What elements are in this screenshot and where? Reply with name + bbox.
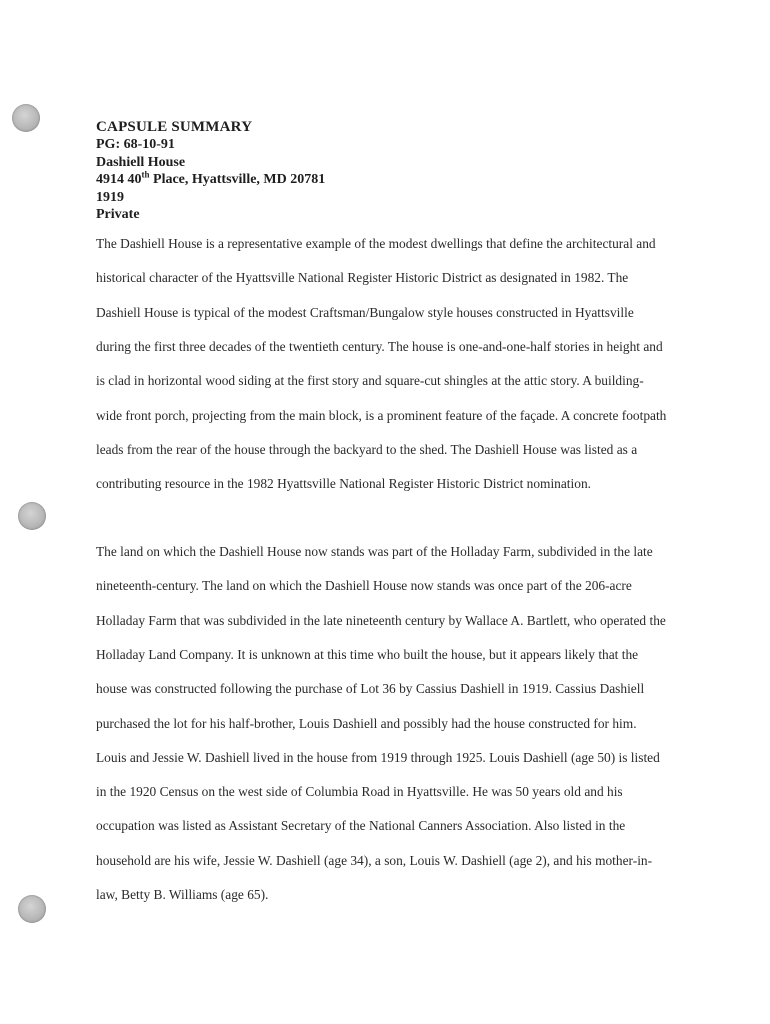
punch-hole-bottom — [18, 895, 46, 923]
punch-hole-middle — [18, 502, 46, 530]
address-prefix: 4914 40 — [96, 172, 142, 188]
house-name: Dashiell House — [96, 154, 186, 170]
paragraph-line: The land on which the Dashiell House now stands was part of the Holladay Farm, subdivided in the late — [96, 544, 653, 559]
summary-header — [96, 119, 716, 223]
address — [96, 171, 716, 188]
paragraph-line: is clad in horizontal wood siding at the first story and square-cut shingles at the attic story. A building- — [96, 373, 644, 389]
paragraph-line: Louis and Jessie W. Dashiell lived in the house from 1919 through 1925. Louis Dashiell (age 50) is listed — [96, 749, 660, 765]
paragraph-line: occupation was listed as Assistant Secretary of the National Canners Association. Also listed in the — [96, 818, 626, 834]
paragraph-line: nineteenth-century. The land on which the Dashiell House now stands was once part of the 206-acre — [96, 578, 632, 594]
paragraph-line: during the first three decades of the twentieth century. The house is one-and-one-half stories in height and — [96, 338, 663, 354]
construction-year: 1919 — [96, 189, 124, 205]
paragraph-line: historical character of the Hyattsville National Register Historic District as designated in 1982. The — [96, 270, 629, 286]
document-title: CAPSULE SUMMARY — [96, 119, 253, 135]
paragraph-line: Holladay Farm that was subdivided in the late nineteenth century by Wallace A. Bartlett, who operated the — [96, 612, 666, 628]
ownership: Private — [96, 207, 140, 223]
paragraph-line: purchased the lot for his half-brother, Louis Dashiell and possibly had the house constructed for him. — [96, 715, 637, 731]
address-superscript: th — [141, 169, 150, 180]
paragraph-line: law, Betty B. Williams (age 65). — [96, 887, 269, 902]
paragraph-line: wide front porch, projecting from the main block, is a prominent feature of the façade. A concrete footpath — [96, 407, 667, 423]
paragraph-line: Dashiell House is typical of the modest Craftsman/Bungalow style houses constructed in Hyattsville — [96, 304, 634, 320]
paragraph-line: leads from the rear of the house through the backyard to the shed. The Dashiell House was listed as a — [96, 441, 638, 457]
punch-hole-top — [12, 104, 40, 132]
paragraph-line: house was constructed following the purchase of Lot 36 by Cassius Dashiell in 1919. Cassius Dashiell — [96, 681, 645, 697]
paragraph-line: in the 1920 Census on the west side of Columbia Road in Hyattsville. He was 50 years old and his — [96, 784, 623, 800]
paragraph-line: The Dashiell House is a representative example of the modest dwellings that define the architectural and — [96, 236, 656, 251]
paragraph-line: contributing resource in the 1982 Hyattsville National Register Historic District nomination. — [96, 476, 591, 492]
paragraph-line: household are his wife, Jessie W. Dashiell (age 34), a son, Louis W. Dashiell (age 2), and his mother-in- — [96, 852, 653, 868]
paragraph-line: Holladay Land Company. It is unknown at this time who built the house, but it appears likely that the — [96, 646, 639, 662]
pg-number: PG: 68-10-91 — [96, 137, 175, 153]
address-suffix: Place, Hyattsville, MD 20781 — [149, 172, 326, 188]
